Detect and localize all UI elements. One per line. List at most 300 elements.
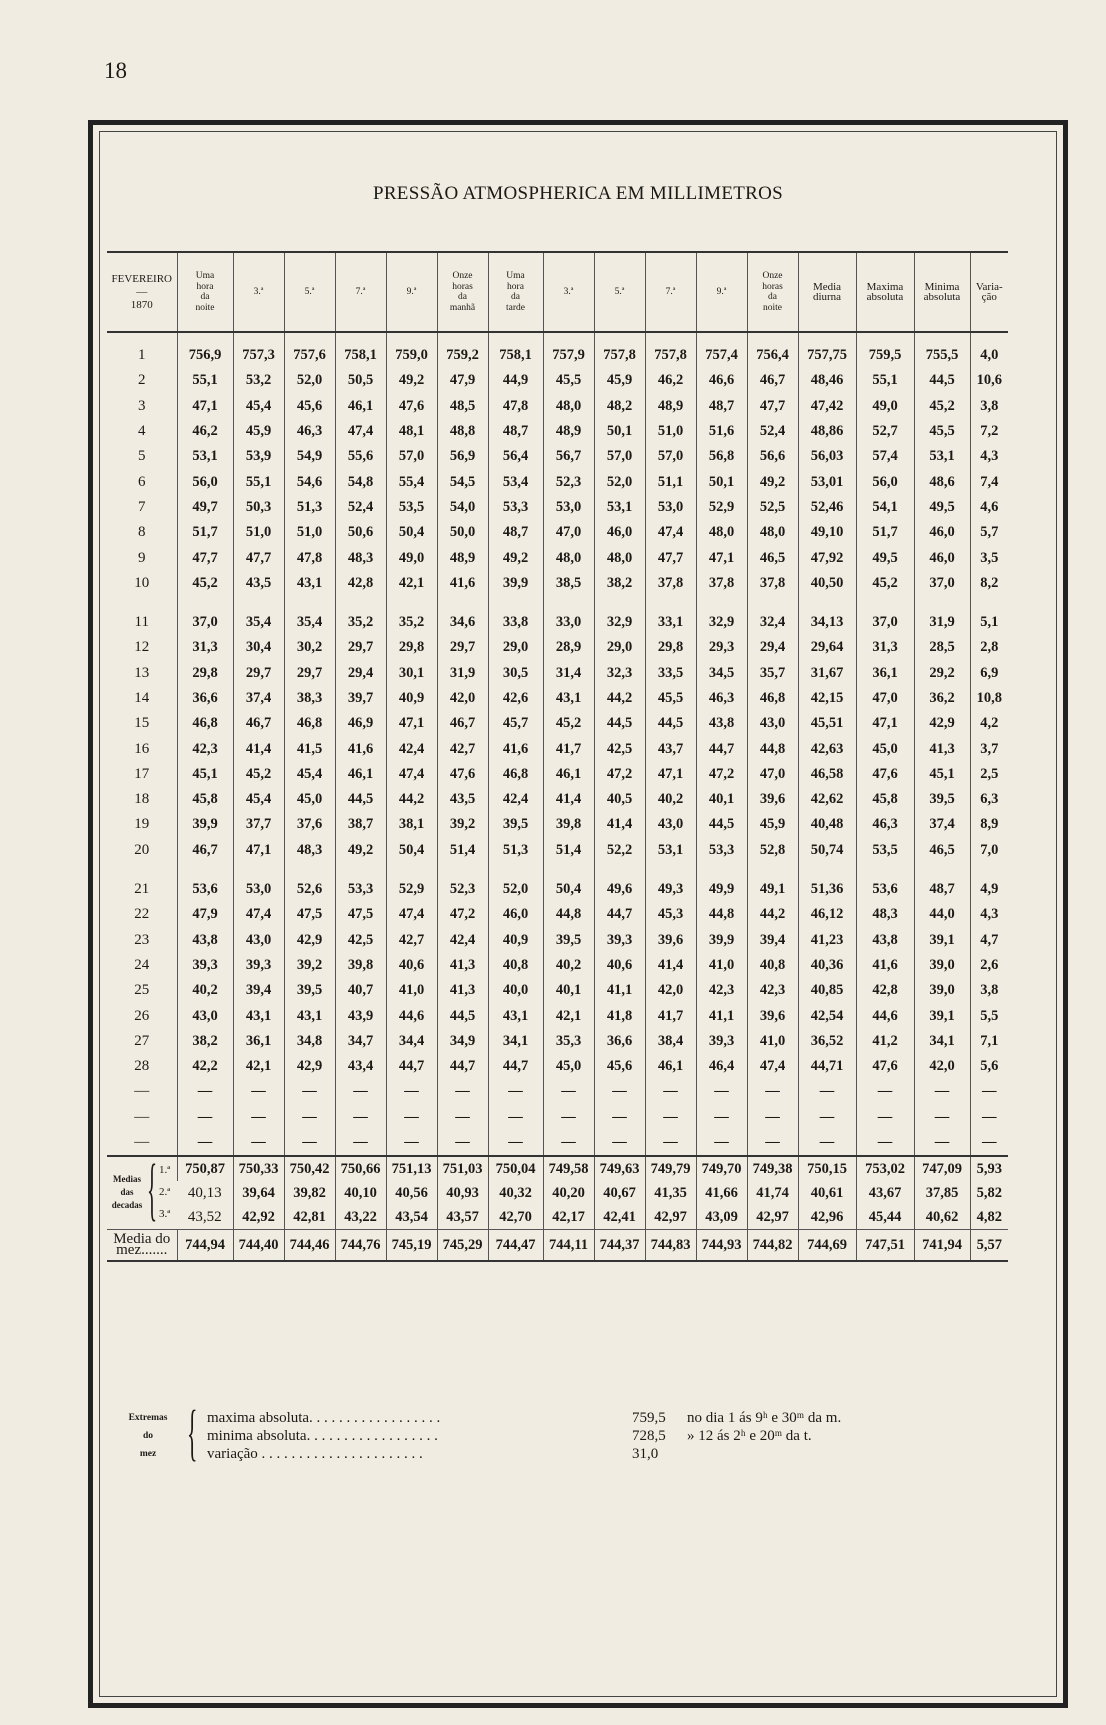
table-cell: 34,7 [335,1029,386,1054]
day-number: 12 [134,639,150,656]
table-cell: 34,5 [696,661,747,686]
table-cell: 53,6 [856,877,914,902]
table-cell: 45,2 [177,571,233,596]
table-cell: 42,0 [914,1054,970,1079]
table-cell: 29,8 [386,635,437,660]
table-cell: 39,5 [488,812,543,837]
gap-cell [543,596,594,610]
table-cell: 47,8 [488,394,543,419]
table-cell: 42,0 [437,686,488,711]
dash-cell: — [335,1105,386,1130]
table-cell: 39,82 [284,1181,335,1205]
table-cell: 46,1 [335,762,386,787]
table-cell: 47,7 [233,545,284,570]
table-cell: 39,2 [437,812,488,837]
table-cell: 43,22 [335,1205,386,1230]
table-cell: 45,1 [177,762,233,787]
table-cell: 758,1 [335,332,386,368]
table-cell: 41,7 [543,736,594,761]
table-cell: 751,03 [437,1156,488,1181]
table-cell: 3,5 [970,545,1008,570]
table-cell: 50,74 [798,838,856,863]
table-cell: 49,7 [177,495,233,520]
decade-mean-row [107,1181,1008,1205]
table-cell: 39,0 [914,978,970,1003]
day-number: 8 [138,524,146,541]
table-cell: 49,0 [386,545,437,570]
column-header: 9.ª [696,252,747,332]
table-cell: 47,6 [856,762,914,787]
dash-cell: — [386,1079,437,1104]
table-cell: 44,5 [696,812,747,837]
table-cell: 750,66 [335,1156,386,1181]
table-cell: 41,3 [437,978,488,1003]
table-cell: 53,1 [594,495,645,520]
table-cell: 38,7 [335,812,386,837]
table-cell: 43,4 [335,1054,386,1079]
table-cell: 40,9 [488,928,543,953]
table-cell: 38,1 [386,812,437,837]
table-cell: 46,9 [335,711,386,736]
table-cell: 36,52 [798,1029,856,1054]
table-cell: 44,6 [386,1003,437,1028]
table-cell: 50,5 [335,368,386,393]
table-row [107,610,1008,635]
table-cell: 39,5 [543,928,594,953]
table-cell: 40,1 [543,978,594,1003]
table-cell: 56,0 [177,469,233,494]
day-number: 27 [134,1032,150,1049]
table-cell: 45,8 [177,787,233,812]
table-cell: 48,9 [645,394,696,419]
table-cell: 52,9 [386,877,437,902]
table-cell: 48,7 [914,877,970,902]
day-number: 3 [138,397,146,414]
dash-cell: — [488,1105,543,1130]
table-cell: 46,12 [798,902,856,927]
table-row [107,787,1008,812]
table-cell: 29,0 [594,635,645,660]
table-cell: 41,0 [696,953,747,978]
table-cell: 744,37 [594,1230,645,1262]
table-cell: 52,7 [856,419,914,444]
table-row [107,953,1008,978]
table-cell: 6,9 [970,661,1008,686]
table-cell: 47,1 [177,394,233,419]
table-cell: 40,61 [798,1181,856,1205]
table-cell: 40,0 [488,978,543,1003]
table-cell: 42,17 [543,1205,594,1230]
table-cell: 47,2 [437,902,488,927]
table-cell: 47,4 [386,762,437,787]
table-row [107,928,1008,953]
table-cell: 47,8 [284,545,335,570]
dash-cell: — [543,1079,594,1104]
table-cell: 38,2 [594,571,645,596]
decade-gap [107,863,1008,877]
table-cell: 34,4 [386,1029,437,1054]
gap-cell [970,863,1008,877]
column-header: Onze horas da noite [747,252,798,332]
table-row [107,444,1008,469]
dash-cell: — [798,1130,856,1156]
table-cell: 57,0 [645,444,696,469]
dash-cell: — [437,1079,488,1104]
table-cell: 749,63 [594,1156,645,1181]
day-number: 18 [134,791,150,808]
dash-cell: — [543,1130,594,1156]
table-cell: 3,8 [970,978,1008,1003]
table-cell: 55,1 [233,469,284,494]
table-cell: 35,2 [386,610,437,635]
table-cell: 47,4 [335,419,386,444]
table-cell: 51,36 [798,877,856,902]
page-title: PRESSÃO ATMOSPHERICA EM MILLIMETROS [372,183,784,204]
table-cell: 42,9 [914,711,970,736]
table-cell: 34,9 [437,1029,488,1054]
dash-cell: — [386,1105,437,1130]
dash-cell: — [696,1105,747,1130]
table-cell: 43,57 [437,1205,488,1230]
dash-cell: — [177,1079,233,1104]
table-cell: 43,9 [335,1003,386,1028]
gap-cell [437,863,488,877]
table-cell: 44,9 [488,368,543,393]
table-cell: 47,2 [594,762,645,787]
table-cell: 39,8 [335,953,386,978]
table-cell: 40,6 [594,953,645,978]
table-cell: 747,51 [856,1230,914,1262]
day-number: 11 [134,614,149,631]
table-cell: 40,1 [696,787,747,812]
table-cell: 43,7 [645,736,696,761]
table-cell: 33,1 [645,610,696,635]
table-cell: 5,93 [970,1156,1008,1181]
table-cell: 750,15 [798,1156,856,1181]
table-cell: 46,7 [747,368,798,393]
table-cell: 47,4 [233,902,284,927]
table-cell: 46,1 [335,394,386,419]
table-cell: 44,2 [594,686,645,711]
table-cell: 51,7 [856,520,914,545]
table-cell: 55,1 [177,368,233,393]
table-cell: 47,5 [284,902,335,927]
table-cell: 46,8 [747,686,798,711]
table-cell: 37,8 [645,571,696,596]
dash-cell: — [134,1134,150,1151]
table-cell: 44,5 [335,787,386,812]
table-cell: 48,0 [696,520,747,545]
table-row [107,762,1008,787]
table-cell: 29,2 [914,661,970,686]
table-cell: 46,1 [645,1054,696,1079]
dash-cell: — [970,1105,1008,1130]
table-cell: 39,1 [914,928,970,953]
table-cell: 5,7 [970,520,1008,545]
table-cell: 44,8 [543,902,594,927]
table-cell: 745,19 [386,1230,437,1262]
table-cell: 51,1 [645,469,696,494]
table-cell: 43,09 [696,1205,747,1230]
table-cell: 41,4 [645,953,696,978]
day-number: 1 [138,347,146,364]
table-cell: 40,2 [177,978,233,1003]
table-cell: 57,0 [386,444,437,469]
table-cell: 42,5 [335,928,386,953]
table-row [107,661,1008,686]
table-cell: 49,2 [335,838,386,863]
table-cell: 53,3 [696,838,747,863]
table-cell: 47,4 [386,902,437,927]
table-cell: 749,38 [747,1156,798,1181]
day-number: 7 [138,498,146,515]
table-cell: 40,50 [798,571,856,596]
table-cell: 47,0 [856,686,914,711]
table-cell: 45,9 [747,812,798,837]
table-cell: 40,7 [335,978,386,1003]
table-row [107,368,1008,393]
gap-cell [645,596,696,610]
table-cell: 51,6 [696,419,747,444]
gap-cell [798,863,856,877]
table-cell: 53,0 [233,877,284,902]
gap-cell [970,596,1008,610]
table-cell: 43,8 [696,711,747,736]
table-cell: 7,0 [970,838,1008,863]
table-cell: 48,2 [594,394,645,419]
gap-cell [594,863,645,877]
table-cell: 37,7 [233,812,284,837]
table-cell: 40,6 [386,953,437,978]
table-row [107,495,1008,520]
table-cell: 56,4 [488,444,543,469]
table-cell: 46,6 [696,368,747,393]
table-cell: 42,9 [284,928,335,953]
table-cell: 42,0 [645,978,696,1003]
table-cell: 46,7 [437,711,488,736]
table-cell: 29,4 [747,635,798,660]
table-cell: 54,1 [856,495,914,520]
table-cell: 755,5 [914,332,970,368]
day-number: 17 [134,765,150,782]
table-cell: 34,6 [437,610,488,635]
table-cell: 37,4 [914,812,970,837]
decade-mean-row [107,1205,1008,1230]
table-cell: 52,0 [284,368,335,393]
gap-cell [284,596,335,610]
table-cell: 41,3 [914,736,970,761]
empty-day-row [107,1079,1008,1104]
table-cell: 4,7 [970,928,1008,953]
table-cell: 46,5 [914,838,970,863]
dash-cell: — [233,1130,284,1156]
month-mean-label: Media do mez....... [107,1230,177,1262]
table-cell: 39,8 [543,812,594,837]
table-cell: 28,9 [543,635,594,660]
table-cell: 44,7 [696,736,747,761]
table-cell: 47,4 [645,520,696,545]
extreme-max: maxima absoluta. . . . . . . . . . . . . . . . . . 759,5 no dia 1 ás 9ʰ e 30ᵐ da m. [207,1410,842,1426]
table-cell: 36,6 [594,1029,645,1054]
table-cell: 48,3 [284,838,335,863]
table-cell: 47,42 [798,394,856,419]
table-cell: 39,4 [747,928,798,953]
table-cell: 50,1 [594,419,645,444]
table-cell: 4,2 [970,711,1008,736]
table-cell: 47,1 [856,711,914,736]
gap-cell [386,863,437,877]
table-cell: 749,70 [696,1156,747,1181]
table-cell: 49,5 [914,495,970,520]
table-cell: 744,93 [696,1230,747,1262]
table-cell: 34,1 [488,1029,543,1054]
empty-day-row [107,1105,1008,1130]
table-cell: 56,03 [798,444,856,469]
table-cell: 44,6 [856,1003,914,1028]
brace: { [187,1399,198,1467]
dash-cell: — [914,1105,970,1130]
table-cell: 41,0 [747,1029,798,1054]
table-cell: 44,5 [594,711,645,736]
table-cell: 51,4 [543,838,594,863]
dash-cell: — [747,1130,798,1156]
table-cell: 41,8 [594,1003,645,1028]
table-cell: 5,6 [970,1054,1008,1079]
table-cell: 38,4 [645,1029,696,1054]
table-cell: 45,5 [543,368,594,393]
table-cell: 757,4 [696,332,747,368]
decade-means-label [107,1151,177,1230]
table-cell: 42,1 [233,1054,284,1079]
table-cell: 4,3 [970,902,1008,927]
table-cell: 57,4 [856,444,914,469]
table-cell: 3,7 [970,736,1008,761]
table-cell: 52,0 [488,877,543,902]
table-cell: 37,6 [284,812,335,837]
table-cell: 48,3 [856,902,914,927]
table-cell: 48,46 [798,368,856,393]
table-cell: 33,0 [543,610,594,635]
table-cell: 4,9 [970,877,1008,902]
dash-cell: — [437,1105,488,1130]
table-cell: 47,7 [645,545,696,570]
table-cell: 28,5 [914,635,970,660]
table-cell: 744,94 [177,1230,233,1262]
table-cell: 53,0 [645,495,696,520]
table-cell: 46,0 [914,545,970,570]
gap-cell [233,596,284,610]
table-cell: 39,3 [177,953,233,978]
table-cell: 46,2 [177,419,233,444]
table-cell: 30,4 [233,635,284,660]
dash-cell: — [696,1130,747,1156]
gap-cell [437,596,488,610]
gap-cell [488,596,543,610]
table-cell: 34,1 [914,1029,970,1054]
table-cell: 53,6 [177,877,233,902]
table-cell: 37,0 [177,610,233,635]
table-cell: 50,4 [386,838,437,863]
dash-cell: — [856,1130,914,1156]
day-number: 22 [134,906,150,923]
day-number: 25 [134,982,150,999]
table-cell: 30,2 [284,635,335,660]
table-cell: 44,71 [798,1054,856,1079]
table-cell: 52,6 [284,877,335,902]
column-header: 5.ª [284,252,335,332]
table-cell: 41,1 [594,978,645,1003]
table-cell: 37,0 [856,610,914,635]
day-number: 9 [138,549,146,566]
table-cell: 44,8 [747,736,798,761]
table-cell: 36,1 [233,1029,284,1054]
table-cell: 32,9 [696,610,747,635]
day-number: 6 [138,473,146,490]
table-cell: 32,3 [594,661,645,686]
table-cell: 50,0 [437,520,488,545]
table-cell: 45,6 [284,394,335,419]
dash-cell: — [543,1105,594,1130]
table-row [107,332,1008,368]
table-cell: 42,8 [335,571,386,596]
table-cell: 42,3 [177,736,233,761]
table-cell: 41,74 [747,1181,798,1205]
gap-cell [696,863,747,877]
table-cell: 49,0 [856,394,914,419]
table-row [107,838,1008,863]
table-cell: 44,7 [488,1054,543,1079]
table-cell: 35,3 [543,1029,594,1054]
table-cell: 46,8 [284,711,335,736]
day-number: 2 [138,372,146,389]
day-number: 24 [134,956,150,973]
table-cell: 42,54 [798,1003,856,1028]
column-header: 7.ª [335,252,386,332]
table-cell: 55,6 [335,444,386,469]
dash-cell: — [747,1079,798,1104]
table-cell: 39,1 [914,1003,970,1028]
table-cell: 47,1 [386,711,437,736]
table-cell: 757,8 [645,332,696,368]
table-cell: 44,7 [594,902,645,927]
table-cell: 46,58 [798,762,856,787]
table-cell: 41,4 [594,812,645,837]
table-cell: 39,3 [233,953,284,978]
table-cell: 41,3 [437,953,488,978]
dash-cell: — [747,1105,798,1130]
table-cell: 40,32 [488,1181,543,1205]
table-cell: 42,92 [233,1205,284,1230]
table-cell: 45,0 [543,1054,594,1079]
table-cell: 42,7 [386,928,437,953]
dash-cell: — [233,1079,284,1104]
table-cell: 43,0 [645,812,696,837]
table-cell: 759,0 [386,332,437,368]
table-cell: 52,9 [696,495,747,520]
table-row [107,469,1008,494]
table-cell: 52,3 [543,469,594,494]
table-cell: 40,93 [437,1181,488,1205]
table-cell: 756,4 [747,332,798,368]
gap-cell [233,863,284,877]
decade-means-text: Medias das decadas [111,1174,143,1211]
table-cell: 43,5 [437,787,488,812]
column-header: 5.ª [594,252,645,332]
table-cell: 43,0 [233,928,284,953]
table-cell: 42,3 [747,978,798,1003]
table-cell: 48,1 [386,419,437,444]
table-cell: 39,2 [284,953,335,978]
